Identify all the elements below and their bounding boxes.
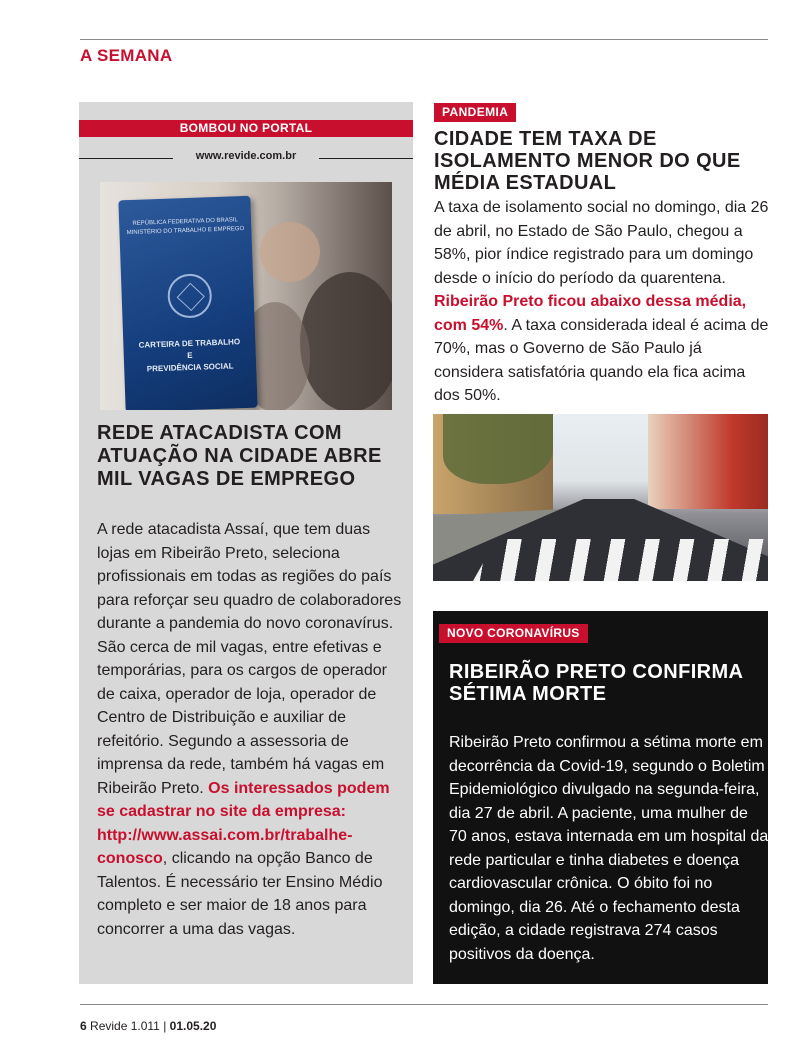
portal-url: www.revide.com.br <box>195 150 297 162</box>
left-body-end: , clicando na opção Banco de Talentos. É necessário ter Ensino Médio completo e ser maior de 18 anos para concorrer a uma das vagas. <box>97 850 383 938</box>
left-article-box <box>79 102 413 984</box>
work-card-title-line-2: E <box>186 350 193 361</box>
photo-tree <box>443 414 553 484</box>
photo-blur-shape <box>300 272 392 410</box>
pandemia-tag: PANDEMIA <box>434 103 516 122</box>
work-card-photo <box>100 182 392 410</box>
footer-separator: | <box>163 1019 167 1033</box>
photo-blur-shape <box>260 222 320 282</box>
work-card-title-line-1: CARTEIRA DE TRABALHO <box>138 337 241 350</box>
url-line-right <box>319 158 413 159</box>
portal-url-row <box>79 150 413 166</box>
left-body-highlight: Os interessados podem se cadastrar no site da empresa: http://www.assai.com.br/trabalhe-conosco <box>97 779 390 867</box>
page-footer <box>80 1019 216 1033</box>
issue-date: 01.05.20 <box>169 1019 217 1033</box>
right-headline: CIDADE TEM TAXA DE ISOLAMENTO MENOR DO QUE MÉDIA ESTADUAL <box>434 128 741 194</box>
top-rule <box>80 39 768 40</box>
left-body <box>97 518 403 941</box>
work-card-title-line-3: PREVIDÊNCIA SOCIAL <box>146 361 234 374</box>
right-body-end: . A taxa considerada ideal é acima de 70%, mas o Governo de São Paulo já considera satisfatória quando ela fica acima dos 50%. <box>434 316 769 404</box>
left-body-intro: A rede atacadista Assaí, que tem duas lojas em Ribeirão Preto, seleciona profissionais em todas as regiões do país para reforçar seu quadro de colaboradores durante a pandemia do novo coronavírus. São cerca de mil vagas, entre efetivas e temporárias, para os cargos de operador de caixa, operador de loja, operador de Centro de Distribuição e auxiliar de refeitório. Segundo a assessoria de imprensa da rede, também há vagas em Ribeirão Preto. <box>97 521 402 797</box>
photo-building-right <box>648 414 768 509</box>
work-card-title <box>133 336 246 376</box>
section-title: A SEMANA <box>80 46 173 65</box>
right-body-highlight: Ribeirão Preto ficou abaixo dessa média, com 54% <box>434 293 747 334</box>
photo-crosswalk <box>473 539 768 581</box>
portal-banner: BOMBOU NO PORTAL <box>79 120 413 137</box>
right-body-intro: A taxa de isolamento social no domingo, dia 26 de abril, no Estado de São Paulo, chegou a 58%, pior índice registrado para um domingo desde o início do período da quarentena. <box>434 199 769 287</box>
black-body: Ribeirão Preto confirmou a sétima morte em decorrência da Covid-19, segundo o Boletim Epidemiológico divulgado na segunda-feira, dia 27 de abril. A paciente, uma mulher de 70 anos, estava internada em um hospital da rede particular e tinha diabetes e doença cardiovascular crônica. O óbito foi no domingo, dia 26. Até o fechamento desta edição, a cidade registrava 274 casos positivos da doença. <box>449 734 769 963</box>
left-headline: REDE ATACADISTA COM ATUAÇÃO NA CIDADE ABRE MIL VAGAS DE EMPREGO <box>97 422 382 490</box>
work-card <box>118 196 257 410</box>
right-body <box>434 196 774 408</box>
bottom-rule <box>80 1004 768 1005</box>
coat-of-arms-icon <box>167 273 213 319</box>
black-headline: RIBEIRÃO PRETO CONFIRMA SÉTIMA MORTE <box>449 661 743 705</box>
work-card-top-text: REPÚBLICA FEDERATIVA DO BRASIL <box>132 217 238 227</box>
coronavirus-tag: NOVO CORONAVÍRUS <box>439 624 588 643</box>
magazine-issue: Revide 1.011 <box>90 1019 160 1033</box>
page-number: 6 <box>80 1019 87 1033</box>
empty-street-photo <box>433 414 768 581</box>
work-card-sub-text: MINISTÉRIO DO TRABALHO E EMPREGO <box>126 225 245 237</box>
coronavirus-box <box>433 611 768 984</box>
